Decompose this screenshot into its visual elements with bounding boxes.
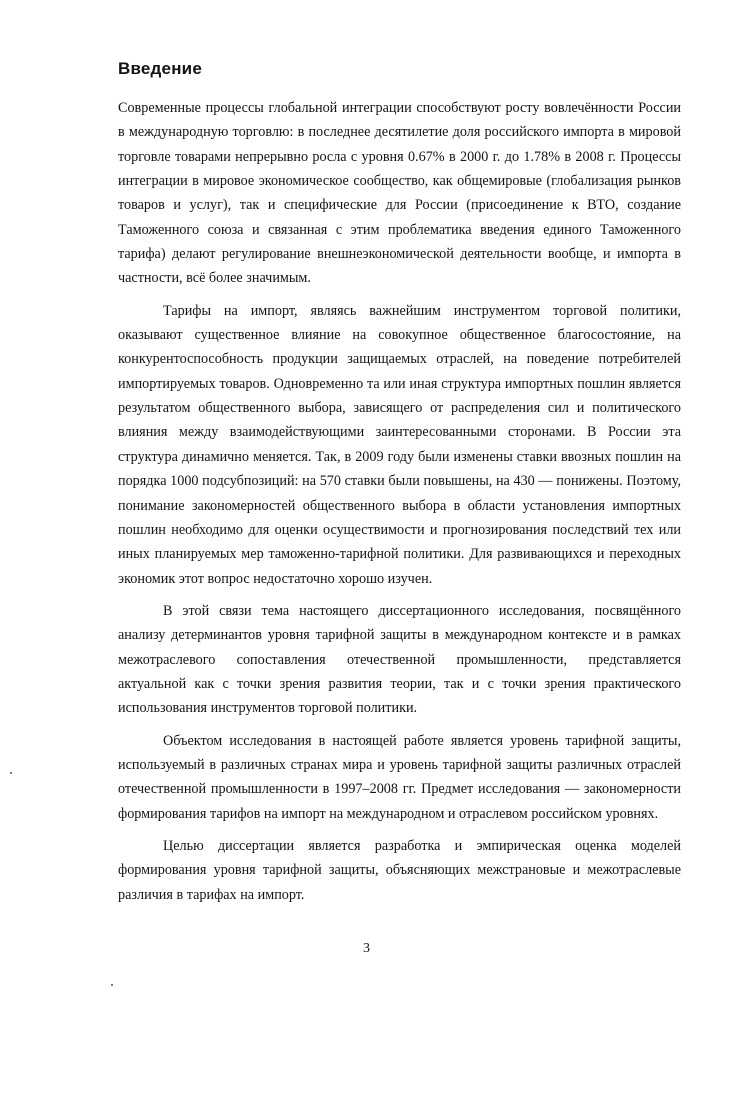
body-text <box>118 96 681 907</box>
paragraph-4: Объектом исследования в настоящей работе является уровень тарифной защиты, используемый в различных странах мира и уровень тарифной защиты различных отраслей отечественной промышленности в 1997–2008 гг. Предмет исследования — закономерности формирования тарифов на импорт на международном и отраслевом российском уровнях. <box>118 732 681 822</box>
page-number: 3 <box>363 941 370 956</box>
scan-speck <box>10 772 12 774</box>
scan-speck <box>111 984 113 986</box>
paragraph-5: Целью диссертации является разработка и эмпирическая оценка моделей формирования уровня тарифной защиты, объясняющих межстрановые и межотраслевые различия в тарифах на импорт. <box>118 837 681 903</box>
paragraph-3: В этой связи тема настоящего диссертационного исследования, посвящённого анализу детерминантов уровня тарифной защиты в международном контексте и в рамках межотраслевого сопоставления отечественной промышленности, представляется актуальной как с точки зрения развития теории, так и с точки зрения практического использования инструментов торговой политики. <box>118 602 681 717</box>
paragraph-1: Современные процессы глобальной интеграции способствуют росту вовлечённости России в международную торговлю: в последнее десятилетие доля российского импорта в мировой торговле товарами непрерывно росла с уровня 0.67% в 2000 г. до 1.78% в 2008 г. Процессы интеграции в мировое экономическое сообщество, как общемировые (глобализация рынков товаров и услуг), так и специфические для России (присоединение к ВТО, создание Таможенного союза и связанная с этим проблематика введения единого Таможенного тарифа) делают регулирование внешнеэкономической деятельности вообще, и импорта в частности, всё более значимым. <box>118 100 681 287</box>
paragraph-2: Тарифы на импорт, являясь важнейшим инструментом торговой политики, оказывают существенное влияние на совокупное общественное благосостояние, на конкурентоспособность продукции защищаемых отраслей, на поведение потребителей импортируемых товаров. Одновременно та или иная структура импортных пошлин является результатом общественного выбора, зависящего от распределения сил и политического влияния между взаимодействующими заинтересованными сторонами. В России эта структура динамично меняется. Так, в 2009 году были изменены ставки ввозных пошлин на порядка 1000 подсубпозиций: на 570 ставки были повышены, на 430 — понижены. Поэтому, понимание закономерностей общественного выбора в области установления импортных пошлин необходимо для оценки осуществимости и прогнозирования последствий тех или иных планируемых мер таможенно-тарифной политики. Для развивающихся и переходных экономик этот вопрос недостаточно хорошо изучен. <box>118 302 681 587</box>
section-heading: Введение <box>118 59 202 78</box>
